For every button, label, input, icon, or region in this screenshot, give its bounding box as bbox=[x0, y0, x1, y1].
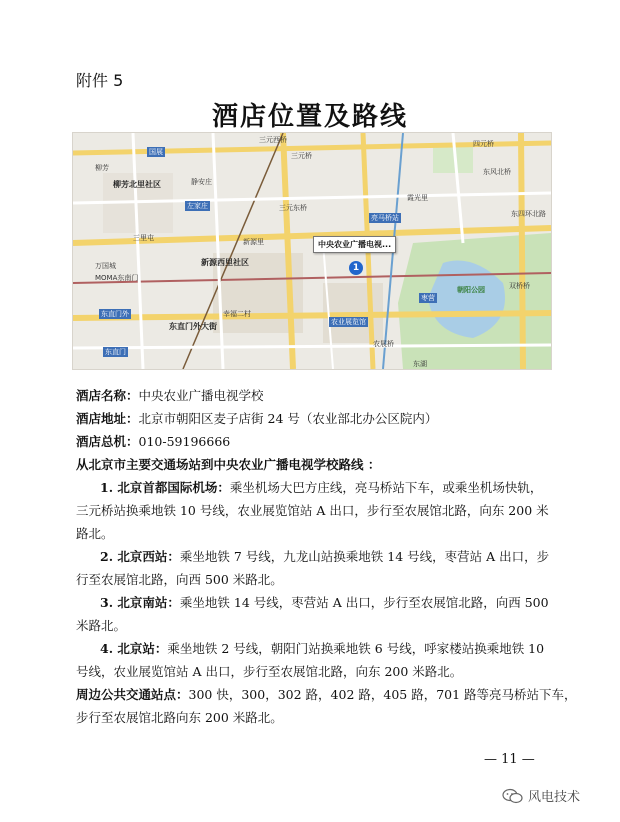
route-4-label: 4. 北京站： bbox=[100, 641, 168, 656]
map-label: 东风北桥 bbox=[483, 168, 511, 176]
bus-label: 周边公共交通站点： bbox=[76, 687, 189, 702]
map-label: 东直门 bbox=[105, 348, 126, 356]
watermark bbox=[502, 786, 580, 805]
map-label: 四元桥 bbox=[473, 140, 494, 148]
attachment-label: 附件 5 bbox=[76, 71, 124, 90]
route-3-text: 米路北。 bbox=[76, 618, 127, 633]
hotel-address-value: 北京市朝阳区麦子店街 24 号（农业部北办公区院内） bbox=[138, 411, 438, 426]
route-1-label: 1. 北京首都国际机场： bbox=[100, 480, 230, 495]
hotel-address-label: 酒店地址： bbox=[76, 411, 139, 426]
map-label: 亮马桥站 bbox=[371, 214, 399, 222]
map-label: 东直门外 bbox=[101, 310, 129, 318]
route-4-text: 号线，农业展览馆站 A 出口，步行至农展馆北路，向东 200 米路北。 bbox=[76, 664, 463, 679]
map-label: 静安庄 bbox=[191, 178, 212, 186]
map-label: 三里屯 bbox=[133, 234, 154, 242]
map-label: 三元西桥 bbox=[259, 136, 287, 144]
location-map[interactable] bbox=[72, 132, 552, 370]
watermark-text: 风电技术 bbox=[528, 790, 581, 805]
hotel-name-label: 酒店名称： bbox=[76, 388, 139, 403]
map-label: 双桥桥 bbox=[509, 282, 530, 290]
page-title: 酒店位置及路线 bbox=[211, 102, 408, 132]
bus-text: 300 快，300，302 路，402 路，405 路，701 路等亮马桥站下车， bbox=[188, 687, 577, 702]
map-label: 农业展览馆 bbox=[331, 318, 366, 326]
map-label: 农展桥 bbox=[373, 340, 394, 348]
location-pin-icon[interactable]: 1 bbox=[349, 261, 363, 275]
map-label: 东四环北路 bbox=[511, 210, 546, 218]
wechat-icon bbox=[502, 788, 524, 804]
map-label: MOMA东南门 bbox=[95, 274, 139, 282]
route-heading: 从北京市主要交通场站到中央农业广播电视学校路线 ： bbox=[76, 457, 381, 472]
map-roads bbox=[73, 133, 551, 369]
map-label: 左家庄 bbox=[187, 202, 208, 210]
map-label: 东湖 bbox=[413, 360, 427, 368]
map-label: 幸福二村 bbox=[223, 310, 251, 318]
route-3-label: 3. 北京南站： bbox=[100, 595, 180, 610]
map-label: 国展 bbox=[149, 148, 163, 156]
hotel-phone-value: 010-59196666 bbox=[138, 434, 231, 449]
map-label: 三元东桥 bbox=[279, 204, 307, 212]
hotel-callout[interactable]: 中央农业广播电视... bbox=[313, 236, 396, 253]
map-label: 新源里 bbox=[243, 238, 264, 246]
map-label: 柳芳 bbox=[95, 164, 109, 172]
map-label: 朝阳公园 bbox=[457, 286, 485, 294]
map-label: 万国城 bbox=[95, 262, 116, 270]
route-4-text: 乘坐地铁 2 号线，朝阳门站换乘地铁 6 号线，呼家楼站换乘地铁 10 bbox=[167, 641, 545, 656]
map-label: 新源西里社区 bbox=[201, 258, 249, 267]
map-label: 柳芳北里社区 bbox=[113, 180, 161, 189]
route-1-text: 三元桥站换乘地铁 10 号线，农业展览馆站 A 出口，步行至农展馆北路，向东 200 米 bbox=[76, 503, 549, 518]
route-2-text: 行至农展馆北路，向西 500 米路北。 bbox=[76, 572, 283, 587]
route-1-text: 乘坐机场大巴方庄线，亮马桥站下车，或乘坐机场快轨， bbox=[229, 480, 543, 495]
map-label: 东直门外大街 bbox=[169, 322, 217, 331]
hotel-info bbox=[76, 384, 577, 729]
route-3-text: 乘坐地铁 14 号线，枣营站 A 出口，步行至农展馆北路，向西 500 bbox=[179, 595, 549, 610]
hotel-name-value: 中央农业广播电视学校 bbox=[138, 388, 264, 403]
route-2-text: 乘坐地铁 7 号线，九龙山站换乘地铁 14 号线，枣营站 A 出口，步 bbox=[179, 549, 550, 564]
hotel-phone-label: 酒店总机： bbox=[76, 434, 139, 449]
route-1-text: 路北。 bbox=[76, 526, 114, 541]
route-2-label: 2. 北京西站： bbox=[100, 549, 180, 564]
map-label: 三元桥 bbox=[291, 152, 312, 160]
bus-text: 步行至农展馆北路向东 200 米路北。 bbox=[76, 710, 283, 725]
page-number: — 11 — bbox=[484, 752, 535, 767]
map-label: 霞光里 bbox=[407, 194, 428, 202]
map-label: 枣营 bbox=[421, 294, 435, 302]
